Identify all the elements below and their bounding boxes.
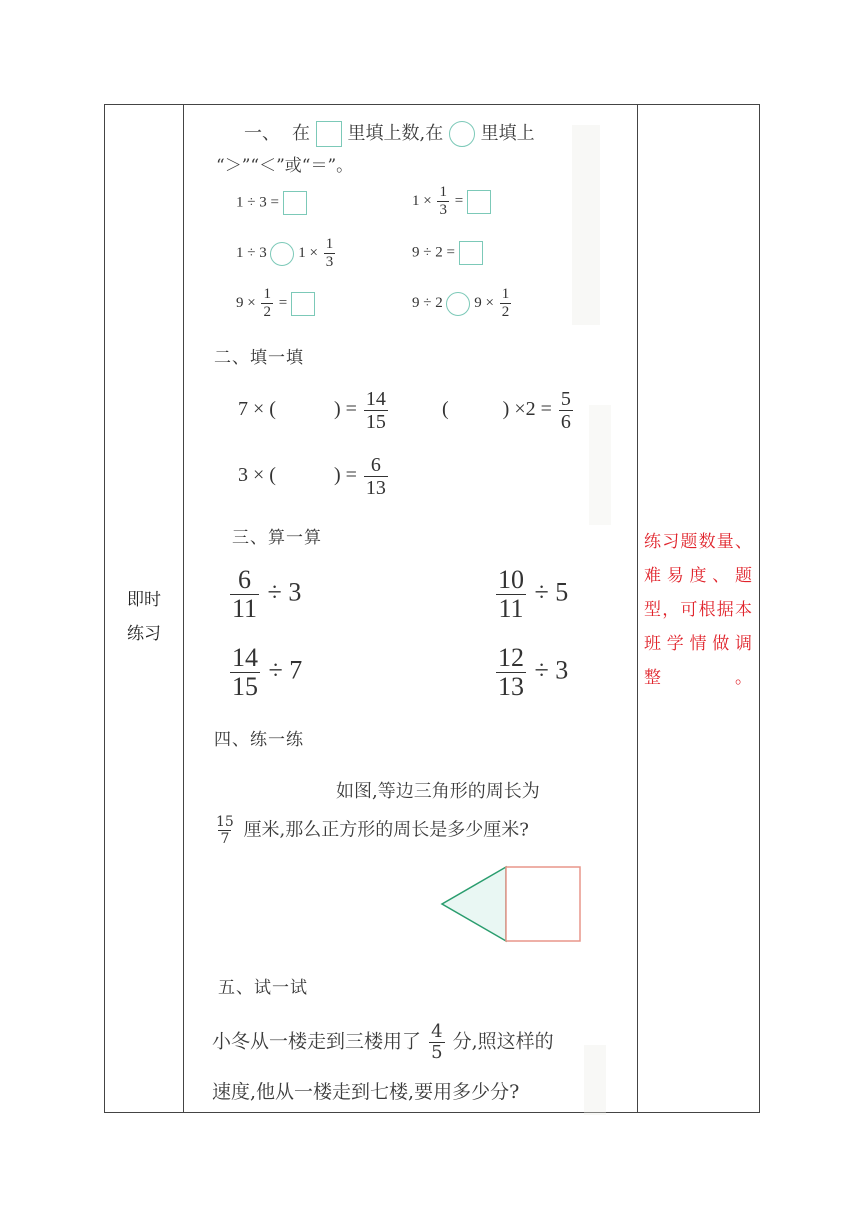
answer-box: [316, 121, 342, 147]
lesson-table: [104, 104, 760, 1113]
s4-line2: $\frac{15}{7}$ 厘米,那么正方形的周长是多少厘米?: [216, 814, 529, 847]
fraction: $\frac{6}{13}$: [365, 454, 386, 499]
s1-q1-left: 1 ÷ 3 =: [236, 191, 307, 215]
fraction: $\frac{1}{2}$: [263, 286, 271, 320]
triangle-square-figure: [438, 865, 588, 945]
scan-shade: [589, 405, 611, 525]
scan-shade: [572, 125, 600, 325]
answer-circle: [270, 242, 294, 266]
s1-q3-right: 9 ÷ 2 9 × $\frac{1}{2}$: [412, 286, 510, 320]
square: [506, 867, 580, 941]
s4-line1: 如图,等边三角形的周长为: [336, 781, 540, 802]
s1-q2-right: 9 ÷ 2 =: [412, 241, 483, 265]
fraction: $\frac{12}{13}$: [498, 643, 524, 701]
section-5-title: 五、试一试: [218, 978, 308, 998]
section-1-intro-line2: “＞”“＜”或“＝”。: [216, 156, 354, 176]
fraction: $\frac{1}{3}$: [325, 236, 334, 270]
fraction: $\frac{14}{15}$: [232, 643, 258, 701]
scan-shade: [584, 1045, 606, 1115]
s2-eq2: ( ) ×2 = $\frac{5}{6}$: [442, 388, 571, 433]
s5-line1: 小冬从一楼走到三楼用了 $\frac{4}{5}$ 分,照这样的: [212, 1021, 554, 1063]
s1-q3-left: 9 × $\frac{1}{2}$ =: [236, 287, 315, 320]
equilateral-triangle: [442, 867, 506, 941]
section-4-title: 四、练一练: [214, 730, 304, 750]
s3-problem-c: $\frac{14}{15}$ ÷ 7: [232, 643, 303, 701]
fraction: $\frac{15}{7}$: [216, 814, 234, 847]
fraction: $\frac{1}{3}$: [439, 184, 447, 218]
fraction: $\frac{4}{5}$: [431, 1021, 443, 1063]
s2-eq1: 7 × ( ) = $\frac{14}{15}$: [238, 388, 386, 433]
answer-box: [467, 190, 491, 214]
fraction: $\frac{10}{11}$: [498, 565, 524, 623]
row-label: 即时练习: [127, 590, 161, 644]
s1-q1-right: 1 × $\frac{1}{3}$ =: [412, 185, 491, 218]
fraction: $\frac{6}{11}$: [232, 565, 258, 623]
s3-problem-b: $\frac{10}{11}$ ÷ 5: [498, 565, 569, 623]
s2-eq3: 3 × ( ) = $\frac{6}{13}$: [238, 454, 386, 499]
section-3-title: 三、算一算: [232, 528, 322, 548]
fraction: $\frac{5}{6}$: [560, 388, 571, 433]
s3-problem-a: $\frac{6}{11}$ ÷ 3: [232, 565, 302, 623]
teacher-note: 练习题数量、难易度、题型，可根据本班学情做调整。: [644, 532, 752, 688]
answer-circle: [449, 121, 475, 147]
section-1-intro: 一、 在 里填上数,在 里填上: [244, 119, 535, 147]
s1-q2-left: 1 ÷ 3 1 × $\frac{1}{3}$: [236, 236, 334, 270]
s3-problem-d: $\frac{12}{13}$ ÷ 3: [498, 643, 569, 701]
answer-box: [291, 292, 315, 316]
section-1-title: 一、: [244, 123, 280, 144]
exercise-column: [184, 105, 637, 1112]
fraction: $\frac{1}{2}$: [501, 286, 510, 320]
answer-box: [459, 241, 483, 265]
answer-circle: [446, 292, 470, 316]
section-2-title: 二、填一填: [214, 348, 304, 368]
s5-line2: 速度,他从一楼走到七楼,要用多少分?: [212, 1081, 520, 1103]
answer-box: [283, 191, 307, 215]
fraction: $\frac{14}{15}$: [365, 388, 386, 433]
